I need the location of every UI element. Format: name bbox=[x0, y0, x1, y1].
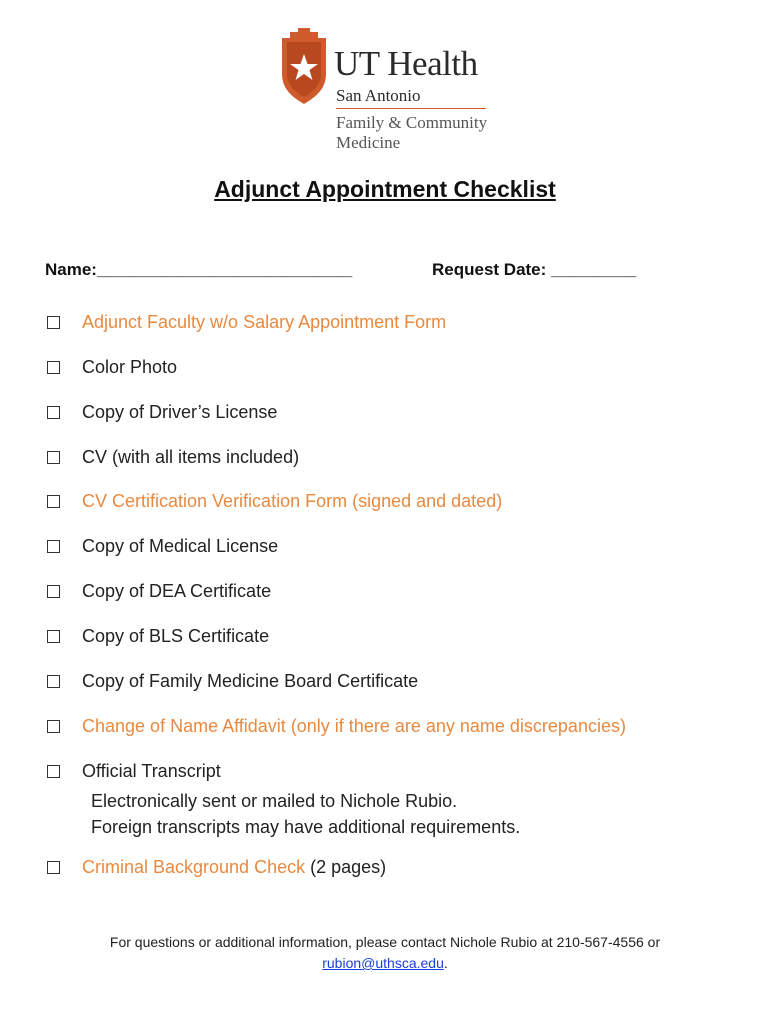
request-date-field-label[interactable]: Request Date: _________ bbox=[432, 260, 637, 279]
checkbox[interactable] bbox=[47, 630, 60, 643]
checkbox[interactable] bbox=[47, 316, 60, 329]
checklist-item-label: CV (with all items included) bbox=[82, 447, 300, 467]
footer-period: . bbox=[443, 955, 448, 971]
contact-footer bbox=[0, 932, 770, 974]
checkbox[interactable] bbox=[47, 451, 60, 464]
checkbox[interactable] bbox=[47, 406, 60, 419]
criminal-background-check-label: Criminal Background Check bbox=[82, 857, 306, 877]
contact-email-link[interactable]: rubion@uthsca.edu bbox=[322, 955, 444, 971]
checklist-item-label: Official Transcript bbox=[82, 761, 221, 781]
name-field-label[interactable]: Name:___________________________ bbox=[45, 260, 353, 279]
logo-department-line1: Family & Community bbox=[336, 113, 488, 132]
checklist-item-label: Copy of Driver’s License bbox=[82, 402, 278, 422]
checklist-item-label: Change of Name Affidavit (only if there are any name discrepancies) bbox=[82, 716, 626, 736]
footer-text: For questions or additional information, please contact Nichole Rubio at 210-567-4556 or bbox=[109, 934, 661, 950]
checkbox[interactable] bbox=[47, 861, 60, 874]
logo-subtitle: San Antonio bbox=[336, 86, 421, 105]
checkbox[interactable] bbox=[47, 765, 60, 778]
transcript-note: Foreign transcripts may have additional requirements. bbox=[91, 817, 521, 837]
logo-divider bbox=[336, 108, 486, 109]
transcript-note: Electronically sent or mailed to Nichole Rubio. bbox=[91, 791, 458, 811]
checklist-item-label: Copy of Family Medicine Board Certificate bbox=[82, 671, 419, 691]
checkbox[interactable] bbox=[47, 540, 60, 553]
checkbox[interactable] bbox=[47, 495, 60, 508]
logo-department bbox=[336, 113, 487, 153]
checklist-item-label: Copy of DEA Certificate bbox=[82, 581, 272, 601]
checklist-item-label: CV Certification Verification Form (signed and dated) bbox=[82, 491, 503, 511]
document-title: Adjunct Appointment Checklist bbox=[214, 176, 556, 202]
ut-health-logo bbox=[278, 28, 508, 158]
checkbox[interactable] bbox=[47, 720, 60, 733]
checkbox[interactable] bbox=[47, 675, 60, 688]
checkbox[interactable] bbox=[47, 585, 60, 598]
checklist-item-label: Adjunct Faculty w/o Salary Appointment Form bbox=[82, 312, 447, 332]
checklist-item-label: Copy of BLS Certificate bbox=[82, 626, 270, 646]
checkbox[interactable] bbox=[47, 361, 60, 374]
logo-brand: UT Health bbox=[334, 44, 478, 83]
page-count-suffix: (2 pages) bbox=[305, 857, 387, 877]
checklist-item-label: Copy of Medical License bbox=[82, 536, 279, 556]
checklist-item-label: Color Photo bbox=[82, 357, 178, 377]
checklist-item-label bbox=[82, 857, 386, 878]
logo-department-line2: Medicine bbox=[336, 133, 401, 152]
ut-shield-icon bbox=[278, 28, 330, 106]
form-fields bbox=[45, 260, 637, 280]
